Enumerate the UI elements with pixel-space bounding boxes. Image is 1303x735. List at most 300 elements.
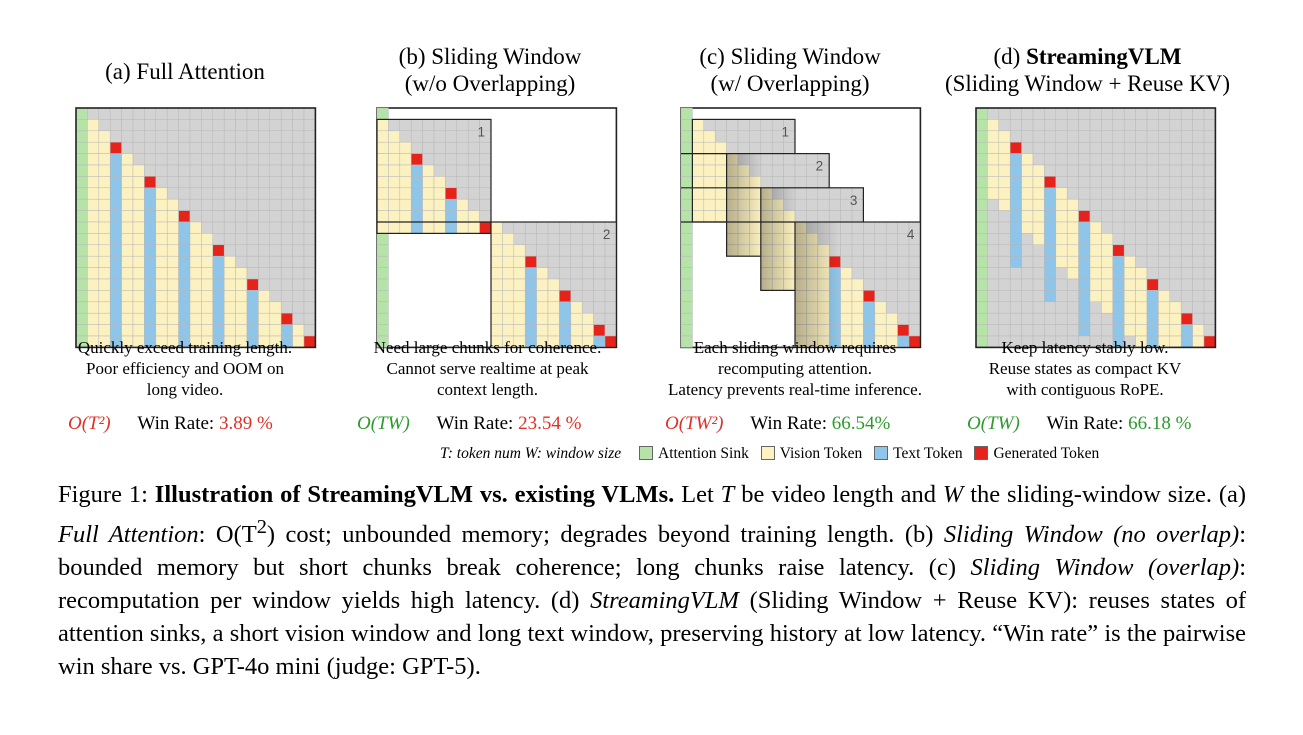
vision-token-cell bbox=[122, 313, 133, 324]
sink-token-cell bbox=[681, 313, 692, 324]
vision-token-cell bbox=[1170, 325, 1181, 336]
empty-token-cell bbox=[999, 119, 1010, 130]
vision-token-cell bbox=[491, 268, 502, 279]
vision-token-cell bbox=[502, 233, 513, 244]
text-token-cell bbox=[213, 256, 224, 267]
empty-token-cell bbox=[1136, 222, 1147, 233]
vision-token-cell bbox=[434, 176, 445, 187]
empty-token-cell bbox=[571, 290, 582, 301]
empty-token-cell bbox=[1204, 313, 1215, 324]
empty-token-cell bbox=[1010, 313, 1021, 324]
text-token-cell bbox=[1181, 325, 1192, 336]
vision-token-cell bbox=[99, 268, 110, 279]
vision-token-cell bbox=[1056, 245, 1067, 256]
generated-token-cell bbox=[281, 313, 292, 324]
empty-token-cell bbox=[1067, 176, 1078, 187]
empty-token-cell bbox=[179, 119, 190, 130]
empty-token-cell bbox=[281, 302, 292, 313]
empty-token-cell bbox=[1124, 154, 1135, 165]
empty-token-cell bbox=[1181, 119, 1192, 130]
vision-token-cell bbox=[1101, 290, 1112, 301]
empty-token-cell bbox=[1067, 131, 1078, 142]
empty-token-cell bbox=[304, 245, 315, 256]
empty-token-cell bbox=[559, 279, 570, 290]
empty-token-cell bbox=[1079, 131, 1090, 142]
vision-token-cell bbox=[201, 290, 212, 301]
empty-token-cell bbox=[605, 290, 616, 301]
empty-token-cell bbox=[122, 108, 133, 119]
empty-token-cell bbox=[270, 290, 281, 301]
vision-token-cell bbox=[224, 256, 235, 267]
empty-token-cell bbox=[1101, 165, 1112, 176]
empty-token-cell bbox=[270, 256, 281, 267]
vision-token-cell bbox=[190, 268, 201, 279]
empty-token-cell bbox=[1193, 119, 1204, 130]
vision-token-cell bbox=[548, 325, 559, 336]
vision-token-cell bbox=[715, 188, 726, 199]
text-token-cell bbox=[247, 302, 258, 313]
empty-token-cell bbox=[1147, 176, 1158, 187]
empty-token-cell bbox=[258, 279, 269, 290]
vision-token-cell bbox=[224, 325, 235, 336]
empty-token-cell bbox=[293, 108, 304, 119]
empty-token-cell bbox=[293, 199, 304, 210]
empty-token-cell bbox=[1022, 131, 1033, 142]
text-token-cell bbox=[144, 290, 155, 301]
text-token-cell bbox=[445, 199, 456, 210]
vision-token-cell bbox=[1090, 290, 1101, 301]
empty-token-cell bbox=[1124, 142, 1135, 153]
empty-token-cell bbox=[1181, 154, 1192, 165]
window-2 bbox=[491, 222, 616, 347]
text-token-cell bbox=[1147, 290, 1158, 301]
empty-token-cell bbox=[213, 222, 224, 233]
sink-token-cell bbox=[976, 268, 987, 279]
empty-token-cell bbox=[1101, 211, 1112, 222]
vision-token-cell bbox=[571, 313, 582, 324]
empty-token-cell bbox=[1022, 119, 1033, 130]
text-token-cell bbox=[559, 313, 570, 324]
empty-token-cell bbox=[1079, 154, 1090, 165]
text-token-cell bbox=[1147, 313, 1158, 324]
empty-token-cell bbox=[1181, 222, 1192, 233]
empty-token-cell bbox=[1022, 256, 1033, 267]
empty-token-cell bbox=[258, 131, 269, 142]
sink-token-cell bbox=[76, 302, 87, 313]
empty-token-cell bbox=[468, 176, 479, 187]
vision-token-cell bbox=[502, 290, 513, 301]
vision-token-cell bbox=[704, 131, 715, 142]
vision-token-cell bbox=[156, 268, 167, 279]
vision-token-cell bbox=[692, 176, 703, 187]
empty-token-cell bbox=[1136, 188, 1147, 199]
empty-token-cell bbox=[1124, 211, 1135, 222]
sink-token-cell bbox=[681, 211, 692, 222]
vision-token-cell bbox=[1090, 245, 1101, 256]
empty-token-cell bbox=[749, 131, 760, 142]
empty-token-cell bbox=[247, 268, 258, 279]
empty-token-cell bbox=[258, 142, 269, 153]
text-token-cell bbox=[1010, 176, 1021, 187]
vision-token-cell bbox=[491, 256, 502, 267]
empty-token-cell bbox=[1010, 268, 1021, 279]
vision-token-cell bbox=[122, 222, 133, 233]
empty-token-cell bbox=[258, 233, 269, 244]
empty-token-cell bbox=[270, 211, 281, 222]
text-token-cell bbox=[213, 313, 224, 324]
empty-token-cell bbox=[434, 165, 445, 176]
vision-token-cell bbox=[167, 233, 178, 244]
vision-token-cell bbox=[692, 165, 703, 176]
text-token-cell bbox=[445, 222, 456, 233]
vision-token-cell bbox=[1124, 313, 1135, 324]
vision-token-cell bbox=[201, 268, 212, 279]
empty-token-cell bbox=[247, 256, 258, 267]
empty-token-cell bbox=[1147, 211, 1158, 222]
text-token-cell bbox=[1113, 268, 1124, 279]
empty-token-cell bbox=[1033, 325, 1044, 336]
vision-token-cell bbox=[224, 268, 235, 279]
vision-token-cell bbox=[122, 245, 133, 256]
empty-token-cell bbox=[144, 154, 155, 165]
vision-token-cell bbox=[537, 290, 548, 301]
empty-token-cell bbox=[304, 325, 315, 336]
empty-token-cell bbox=[1124, 222, 1135, 233]
empty-token-cell bbox=[236, 131, 247, 142]
text-token-cell bbox=[179, 268, 190, 279]
vision-token-cell bbox=[582, 313, 593, 324]
vision-token-cell bbox=[201, 256, 212, 267]
empty-token-cell bbox=[605, 268, 616, 279]
vision-token-cell bbox=[1124, 302, 1135, 313]
text-token-cell bbox=[144, 313, 155, 324]
empty-token-cell bbox=[304, 268, 315, 279]
empty-token-cell bbox=[1193, 211, 1204, 222]
empty-token-cell bbox=[1033, 290, 1044, 301]
empty-token-cell bbox=[190, 199, 201, 210]
empty-token-cell bbox=[1113, 119, 1124, 130]
empty-token-cell bbox=[987, 279, 998, 290]
empty-token-cell bbox=[1147, 131, 1158, 142]
empty-token-cell bbox=[1158, 233, 1169, 244]
vision-token-cell bbox=[1101, 302, 1112, 313]
vision-token-cell bbox=[99, 313, 110, 324]
empty-token-cell bbox=[1033, 268, 1044, 279]
text-token-cell bbox=[110, 176, 121, 187]
vision-token-cell bbox=[1056, 211, 1067, 222]
empty-token-cell bbox=[548, 222, 559, 233]
vision-token-cell bbox=[201, 233, 212, 244]
full-attention-matrix bbox=[76, 108, 315, 347]
vision-token-cell bbox=[548, 290, 559, 301]
vision-token-cell bbox=[692, 199, 703, 210]
sink-token-cell bbox=[681, 142, 692, 153]
vision-token-cell bbox=[122, 290, 133, 301]
empty-token-cell bbox=[236, 211, 247, 222]
vision-token-cell bbox=[491, 222, 502, 233]
empty-token-cell bbox=[293, 302, 304, 313]
panel-a-description: Quickly exceed training length. Poor efficiency and OOM on long video. bbox=[77, 338, 293, 399]
complexity-label: O(TW) bbox=[357, 413, 410, 434]
empty-token-cell bbox=[1033, 279, 1044, 290]
empty-token-cell bbox=[304, 165, 315, 176]
vision-token-cell bbox=[434, 222, 445, 233]
empty-token-cell bbox=[1170, 108, 1181, 119]
panel-a-title: (a) Full Attention bbox=[105, 59, 265, 84]
empty-token-cell bbox=[772, 142, 783, 153]
sink-token-cell bbox=[76, 279, 87, 290]
text-token-cell bbox=[1113, 256, 1124, 267]
empty-token-cell bbox=[304, 256, 315, 267]
empty-token-cell bbox=[1158, 142, 1169, 153]
empty-token-cell bbox=[1022, 245, 1033, 256]
sink-token-cell bbox=[76, 290, 87, 301]
text-token-cell bbox=[1079, 279, 1090, 290]
streamingvlm-matrix bbox=[976, 108, 1215, 347]
empty-token-cell bbox=[423, 154, 434, 165]
vision-token-cell bbox=[491, 279, 502, 290]
empty-token-cell bbox=[1136, 154, 1147, 165]
vision-token-cell bbox=[514, 313, 525, 324]
empty-token-cell bbox=[201, 108, 212, 119]
vision-token-cell bbox=[692, 188, 703, 199]
sink-token-cell bbox=[976, 142, 987, 153]
empty-token-cell bbox=[1113, 199, 1124, 210]
empty-token-cell bbox=[304, 279, 315, 290]
empty-token-cell bbox=[133, 108, 144, 119]
vision-token-cell bbox=[167, 302, 178, 313]
empty-token-cell bbox=[987, 245, 998, 256]
vision-token-cell bbox=[1124, 290, 1135, 301]
empty-token-cell bbox=[1067, 302, 1078, 313]
empty-token-cell bbox=[190, 188, 201, 199]
vision-token-cell bbox=[99, 290, 110, 301]
empty-token-cell bbox=[1158, 165, 1169, 176]
empty-token-cell bbox=[247, 131, 258, 142]
empty-token-cell bbox=[738, 142, 749, 153]
empty-token-cell bbox=[1193, 199, 1204, 210]
text-token-cell bbox=[525, 313, 536, 324]
empty-token-cell bbox=[1204, 211, 1215, 222]
vision-token-cell bbox=[190, 233, 201, 244]
empty-token-cell bbox=[167, 154, 178, 165]
vision-token-cell bbox=[704, 199, 715, 210]
vision-token-cell bbox=[987, 165, 998, 176]
complexity-label: O(TW) bbox=[967, 413, 1020, 434]
vision-token-cell bbox=[122, 302, 133, 313]
vision-token-cell bbox=[1101, 279, 1112, 290]
text-token-cell bbox=[110, 290, 121, 301]
empty-token-cell bbox=[594, 268, 605, 279]
vision-token-cell bbox=[133, 313, 144, 324]
vision-token-cell bbox=[224, 302, 235, 313]
vision-token-cell bbox=[377, 154, 388, 165]
vision-token-cell bbox=[99, 154, 110, 165]
sink-token-cell bbox=[976, 154, 987, 165]
empty-token-cell bbox=[999, 245, 1010, 256]
empty-token-cell bbox=[179, 165, 190, 176]
empty-token-cell bbox=[293, 154, 304, 165]
empty-token-cell bbox=[1056, 131, 1067, 142]
sink-token-cell bbox=[681, 268, 692, 279]
empty-token-cell bbox=[468, 165, 479, 176]
vision-token-cell bbox=[99, 142, 110, 153]
text-token-cell bbox=[144, 325, 155, 336]
vision-token-cell bbox=[1022, 188, 1033, 199]
generated-token-cell bbox=[480, 222, 491, 233]
empty-token-cell bbox=[304, 199, 315, 210]
empty-token-cell bbox=[1090, 302, 1101, 313]
sink-token-cell bbox=[76, 256, 87, 267]
empty-token-cell bbox=[1170, 279, 1181, 290]
vision-token-cell bbox=[167, 325, 178, 336]
empty-token-cell bbox=[1124, 245, 1135, 256]
text-token-cell bbox=[1079, 256, 1090, 267]
sink-token-cell bbox=[76, 313, 87, 324]
empty-token-cell bbox=[1010, 108, 1021, 119]
panel-c-title: (c) Sliding Window (w/ Overlapping) bbox=[699, 44, 881, 96]
empty-token-cell bbox=[468, 154, 479, 165]
empty-token-cell bbox=[1067, 313, 1078, 324]
text-token-cell bbox=[144, 188, 155, 199]
sink-token-cell bbox=[76, 268, 87, 279]
generated-token-cell bbox=[213, 245, 224, 256]
empty-token-cell bbox=[156, 131, 167, 142]
sink-token-cell bbox=[76, 108, 87, 119]
empty-token-cell bbox=[582, 290, 593, 301]
empty-token-cell bbox=[468, 142, 479, 153]
empty-token-cell bbox=[258, 245, 269, 256]
empty-token-cell bbox=[213, 165, 224, 176]
vision-token-cell bbox=[715, 211, 726, 222]
vision-token-cell bbox=[388, 131, 399, 142]
empty-token-cell bbox=[201, 199, 212, 210]
vision-token-cell bbox=[156, 245, 167, 256]
empty-token-cell bbox=[1193, 154, 1204, 165]
empty-token-cell bbox=[236, 142, 247, 153]
empty-token-cell bbox=[179, 199, 190, 210]
empty-token-cell bbox=[1067, 108, 1078, 119]
empty-token-cell bbox=[1090, 188, 1101, 199]
sink-token-cell bbox=[681, 279, 692, 290]
empty-token-cell bbox=[1067, 142, 1078, 153]
text-token-cell bbox=[1079, 325, 1090, 336]
empty-token-cell bbox=[224, 154, 235, 165]
empty-token-cell bbox=[1022, 302, 1033, 313]
text-token-cell bbox=[179, 313, 190, 324]
empty-token-cell bbox=[270, 176, 281, 187]
empty-token-cell bbox=[236, 176, 247, 187]
empty-token-cell bbox=[715, 131, 726, 142]
empty-token-cell bbox=[582, 279, 593, 290]
empty-token-cell bbox=[304, 313, 315, 324]
empty-token-cell bbox=[156, 142, 167, 153]
sink-token-cell bbox=[76, 176, 87, 187]
vision-token-cell bbox=[1056, 222, 1067, 233]
empty-token-cell bbox=[1170, 245, 1181, 256]
empty-token-cell bbox=[1193, 142, 1204, 153]
empty-token-cell bbox=[594, 279, 605, 290]
panel-d-stats: O(TW) Win Rate: 66.18 % bbox=[967, 413, 1192, 434]
vision-token-cell bbox=[715, 199, 726, 210]
empty-token-cell bbox=[1193, 302, 1204, 313]
empty-token-cell bbox=[1158, 199, 1169, 210]
empty-token-cell bbox=[293, 279, 304, 290]
vision-token-cell bbox=[692, 211, 703, 222]
empty-token-cell bbox=[1090, 176, 1101, 187]
empty-token-cell bbox=[281, 245, 292, 256]
sink-token-cell bbox=[976, 119, 987, 130]
vision-token-cell bbox=[99, 325, 110, 336]
empty-token-cell bbox=[167, 176, 178, 187]
vision-token-cell bbox=[1090, 268, 1101, 279]
empty-token-cell bbox=[582, 233, 593, 244]
sink-token-cell bbox=[76, 142, 87, 153]
vision-token-cell bbox=[236, 302, 247, 313]
empty-token-cell bbox=[1113, 222, 1124, 233]
empty-token-cell bbox=[247, 245, 258, 256]
empty-token-cell bbox=[761, 131, 772, 142]
vision-token-cell bbox=[87, 222, 98, 233]
empty-token-cell bbox=[167, 119, 178, 130]
vision-token-cell bbox=[377, 131, 388, 142]
empty-token-cell bbox=[1067, 290, 1078, 301]
empty-token-cell bbox=[1170, 188, 1181, 199]
empty-token-cell bbox=[571, 256, 582, 267]
vision-token-cell bbox=[87, 142, 98, 153]
vision-token-cell bbox=[377, 222, 388, 233]
text-token-cell bbox=[247, 290, 258, 301]
empty-token-cell bbox=[1033, 154, 1044, 165]
empty-token-cell bbox=[1136, 142, 1147, 153]
empty-token-cell bbox=[594, 256, 605, 267]
vision-token-cell bbox=[999, 188, 1010, 199]
empty-token-cell bbox=[258, 119, 269, 130]
empty-token-cell bbox=[304, 302, 315, 313]
empty-token-cell bbox=[270, 233, 281, 244]
vision-token-cell bbox=[156, 302, 167, 313]
vision-token-cell bbox=[548, 279, 559, 290]
empty-token-cell bbox=[1079, 176, 1090, 187]
empty-token-cell bbox=[514, 222, 525, 233]
vision-token-cell bbox=[236, 290, 247, 301]
panel-c-stats: O(TW²) Win Rate: 66.54% bbox=[665, 413, 891, 434]
empty-token-cell bbox=[559, 268, 570, 279]
text-token-cell bbox=[1010, 188, 1021, 199]
empty-token-cell bbox=[605, 313, 616, 324]
empty-token-cell bbox=[1181, 268, 1192, 279]
empty-token-cell bbox=[1113, 108, 1124, 119]
empty-token-cell bbox=[190, 119, 201, 130]
empty-token-cell bbox=[247, 165, 258, 176]
vision-token-cell bbox=[167, 256, 178, 267]
empty-token-cell bbox=[1158, 154, 1169, 165]
empty-token-cell bbox=[1033, 131, 1044, 142]
vision-token-cell bbox=[1033, 233, 1044, 244]
empty-token-cell bbox=[122, 142, 133, 153]
empty-token-cell bbox=[605, 245, 616, 256]
empty-token-cell bbox=[1056, 302, 1067, 313]
vision-token-cell bbox=[1067, 268, 1078, 279]
sink-token-cell bbox=[76, 245, 87, 256]
empty-token-cell bbox=[1101, 199, 1112, 210]
empty-token-cell bbox=[1044, 165, 1055, 176]
empty-token-cell bbox=[110, 131, 121, 142]
empty-token-cell bbox=[1090, 199, 1101, 210]
empty-token-cell bbox=[201, 222, 212, 233]
empty-token-cell bbox=[1181, 279, 1192, 290]
empty-token-cell bbox=[738, 119, 749, 130]
